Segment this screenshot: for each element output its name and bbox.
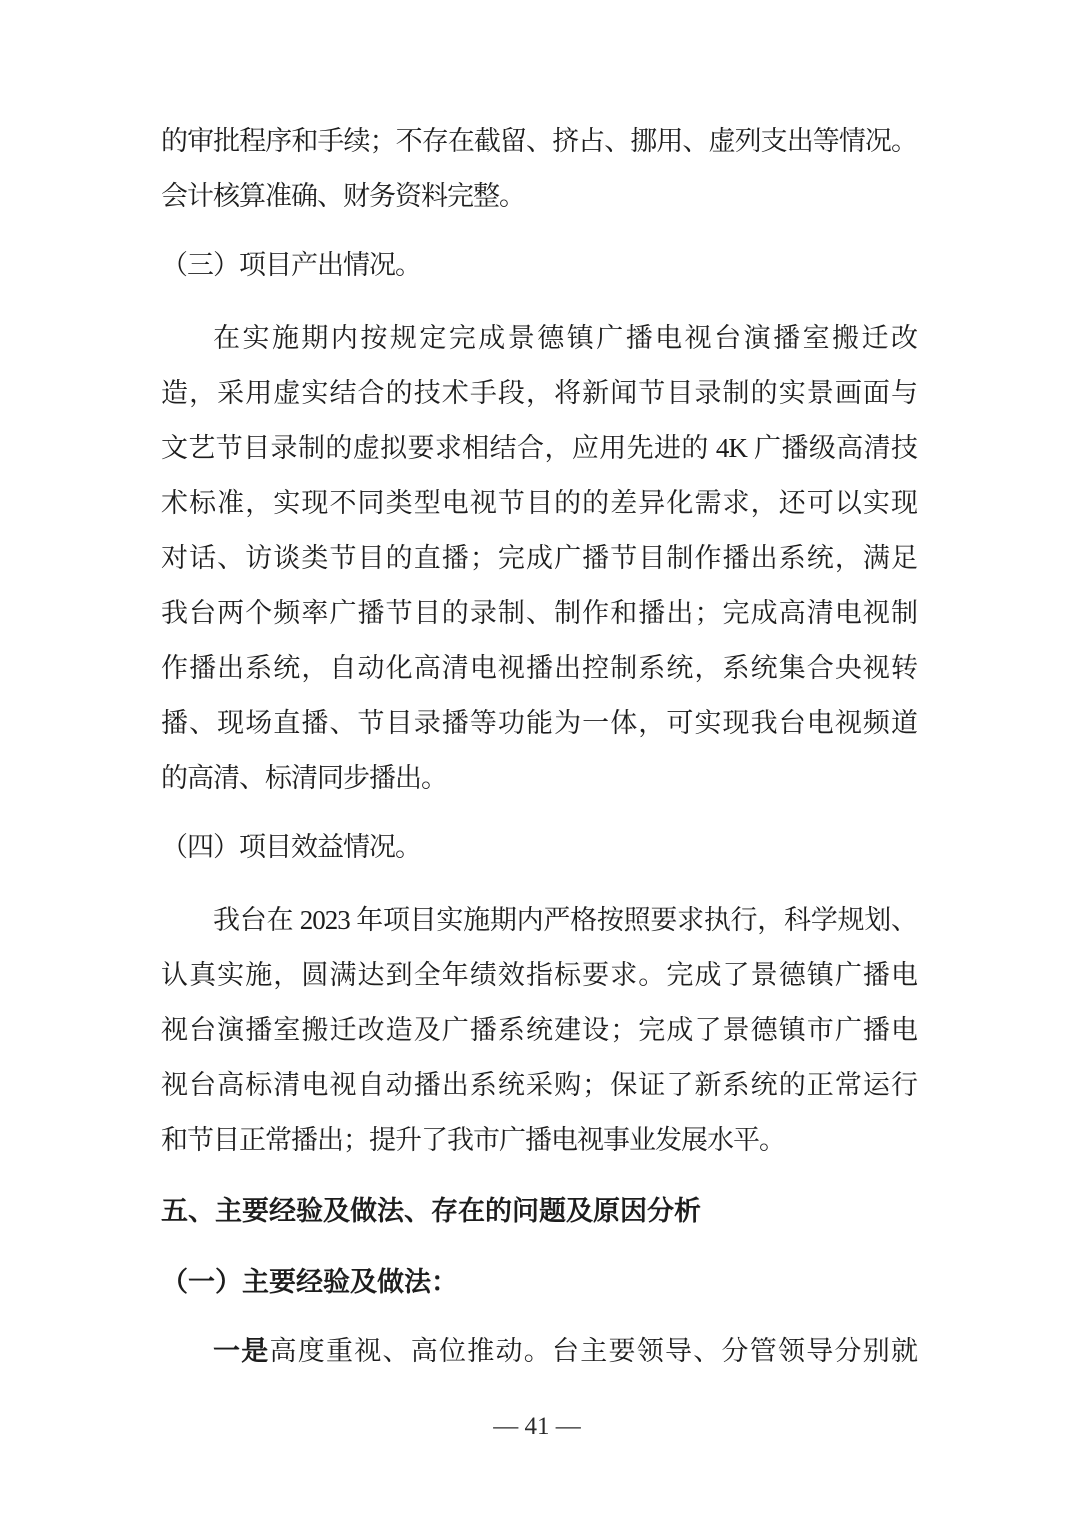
paragraph [161, 1324, 917, 1379]
text-line: 我台在 2023 年项目实施期内严格按照要求执行，科学规划、 [213, 905, 917, 935]
text-line: 视台高标清电视自动播出系统采购；保证了新系统的正常运行 [161, 1070, 917, 1100]
bold-run: 一是 [213, 1336, 270, 1366]
text-line: 文艺节目录制的虚拟要求相结合，应用先进的 4K 广播级高清技 [161, 433, 917, 463]
text-line: 认真实施，圆满达到全年绩效指标要求。完成了景德镇广播电 [161, 960, 917, 990]
document-body [161, 114, 917, 1379]
paragraph [161, 893, 917, 1168]
text-line: 术标准，实现不同类型电视节目的的差异化需求，还可以实现 [161, 488, 917, 518]
text-line: 播、现场直播、节目录播等功能为一体，可实现我台电视频道 [161, 708, 917, 738]
section-heading: 五、主要经验及做法、存在的问题及原因分析 [161, 1196, 701, 1226]
text-line: 和节目正常播出；提升了我市广播电视事业发展水平。 [161, 1125, 785, 1155]
text-line: 我台两个频率广播节目的录制、制作和播出；完成高清电视制 [161, 598, 917, 628]
text-line: 作播出系统，自动化高清电视播出控制系统，系统集合央视转 [161, 653, 917, 683]
text-line: 的高清、标清同步播出。 [161, 763, 447, 793]
section-subheading-bold: （一）主要经验及做法： [161, 1267, 458, 1297]
text-line: 在实施期内按规定完成景德镇广播电视台演播室搬迁改 [213, 323, 917, 353]
paragraph [161, 311, 917, 806]
text-line: 视台演播室搬迁改造及广播系统建设；完成了景德镇市广播电 [161, 1015, 917, 1045]
text-line: 对话、访谈类节目的直播；完成广播节目制作播出系统，满足 [161, 543, 917, 573]
text-line: 一是高度重视、高位推动。台主要领导、分管领导分别就 [213, 1336, 917, 1366]
text-line: 造，采用虚实结合的技术手段，将新闻节目录制的实景画面与 [161, 378, 917, 408]
text-line: 的审批程序和手续；不存在截留、挤占、挪用、虚列支出等情况。 [161, 126, 917, 156]
section-subheading: （三）项目产出情况。 [161, 250, 421, 280]
text-line: 会计核算准确、财务资料完整。 [161, 181, 525, 211]
section-subheading: （四）项目效益情况。 [161, 832, 421, 862]
paragraph [161, 114, 917, 224]
page-number: — 41 — [493, 1413, 581, 1440]
